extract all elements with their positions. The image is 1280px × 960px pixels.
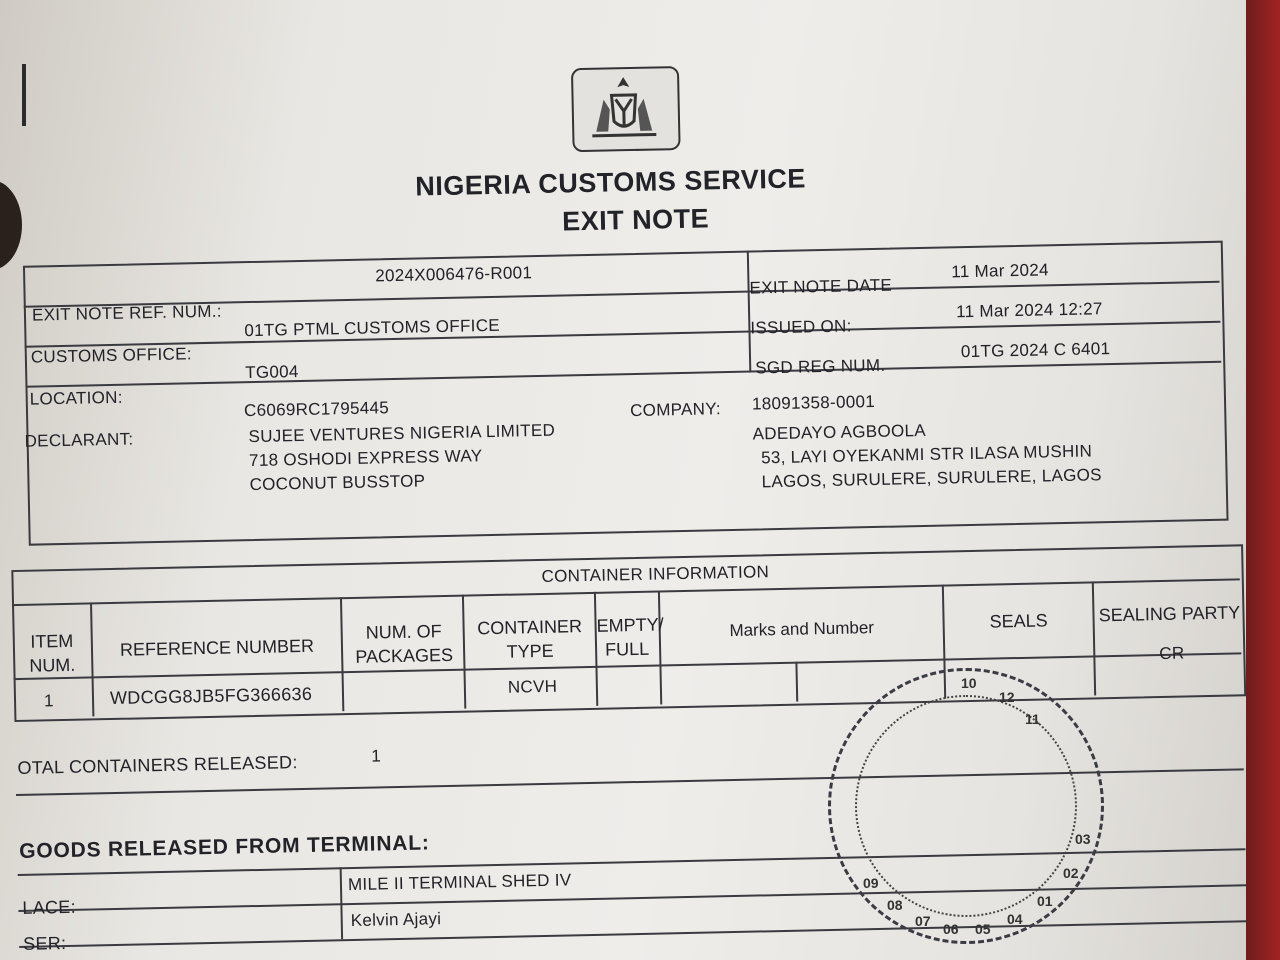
stamp-number: 01 bbox=[1037, 893, 1053, 909]
ref-label: EXIT NOTE REF. NUM.: bbox=[31, 301, 223, 325]
document-title: EXIT NOTE bbox=[561, 203, 710, 237]
container-section-title: CONTAINER INFORMATION bbox=[541, 562, 770, 586]
office-label: CUSTOMS OFFICE: bbox=[30, 344, 193, 367]
company-label: COMPANY: bbox=[629, 399, 722, 421]
coat-of-arms-emblem bbox=[571, 66, 681, 152]
header-reference: REFERENCE NUMBER bbox=[119, 635, 315, 660]
stamp-number: 09 bbox=[863, 875, 879, 891]
row-container-type: NCVH bbox=[507, 676, 558, 697]
stamp-number: 06 bbox=[943, 921, 959, 937]
declarant-address-1: 718 OSHODI EXPRESS WAY bbox=[248, 446, 483, 471]
user-label: SER: bbox=[22, 933, 67, 954]
user-value: Kelvin Ajayi bbox=[350, 909, 442, 931]
place-label: LACE: bbox=[22, 896, 77, 918]
header-empty-full: EMPTY/ FULL bbox=[596, 614, 664, 660]
goods-section-title: GOODS RELEASED FROM TERMINAL: bbox=[18, 831, 430, 863]
stamp-inner-ring bbox=[855, 695, 1077, 917]
header-seals: SEALS bbox=[989, 610, 1048, 632]
header-packages: NUM. OF PACKAGES bbox=[355, 621, 454, 667]
exit-date-value: 11 Mar 2024 bbox=[951, 260, 1049, 282]
company-address-2: LAGOS, SURULERE, SURULERE, LAGOS bbox=[761, 465, 1103, 492]
total-containers-label: OTAL CONTAINERS RELEASED: bbox=[17, 752, 298, 779]
row-reference: WDCGG8JB5FG366636 bbox=[109, 683, 313, 709]
sgd-label: SGD REG NUM. bbox=[755, 355, 886, 378]
issued-value: 11 Mar 2024 12:27 bbox=[955, 299, 1103, 322]
company-name: ADEDAYO AGBOOLA bbox=[752, 420, 927, 444]
company-address-1: 53, LAYI OYEKANMI STR ILASA MUSHIN bbox=[760, 441, 1093, 468]
company-code: 18091358-0001 bbox=[751, 391, 876, 414]
stamp-number: 02 bbox=[1063, 865, 1079, 881]
customs-stamp bbox=[828, 668, 1104, 944]
header-item: ITEM NUM. bbox=[29, 630, 76, 676]
stamp-number: 07 bbox=[915, 913, 931, 929]
stamp-number: 08 bbox=[887, 897, 903, 913]
issued-label: ISSUED ON: bbox=[750, 316, 852, 338]
goods-line-3 bbox=[19, 920, 1247, 948]
stamp-number: 03 bbox=[1075, 831, 1091, 847]
header-marks: Marks and Number bbox=[729, 618, 875, 641]
stamp-number: 04 bbox=[1007, 911, 1023, 927]
place-value: MILE II TERMINAL SHED IV bbox=[347, 870, 572, 895]
exit-date-label: EXIT NOTE DATE bbox=[749, 275, 893, 298]
stamp-number: 11 bbox=[1025, 711, 1040, 727]
declarant-label: DECLARANT: bbox=[24, 429, 134, 451]
agency-title: NIGERIA CUSTOMS SERVICE bbox=[415, 163, 807, 202]
location-label: LOCATION: bbox=[29, 387, 123, 409]
ref-value: 2024X006476-R001 bbox=[375, 263, 533, 286]
location-value: TG004 bbox=[245, 362, 299, 383]
sgd-value: 01TG 2024 C 6401 bbox=[960, 339, 1111, 362]
details-box bbox=[23, 241, 1229, 546]
row-sealing-party: CR bbox=[1159, 643, 1185, 664]
declarant-name: SUJEE VENTURES NIGERIA LIMITED bbox=[248, 420, 556, 447]
header-sealing-party: SEALING PARTY bbox=[1098, 602, 1241, 626]
stamp-number: 05 bbox=[975, 921, 991, 937]
row-item-num: 1 bbox=[43, 691, 55, 711]
stamp-number: 12 bbox=[999, 689, 1015, 705]
total-containers-value: 1 bbox=[371, 746, 382, 766]
declarant-address-2: COCONUT BUSSTOP bbox=[249, 471, 426, 495]
stamp-number: 10 bbox=[961, 675, 977, 691]
declarant-code: C6069RC1795445 bbox=[243, 398, 390, 421]
office-value: 01TG PTML CUSTOMS OFFICE bbox=[244, 315, 501, 341]
header-container-type: CONTAINER TYPE bbox=[477, 616, 583, 662]
